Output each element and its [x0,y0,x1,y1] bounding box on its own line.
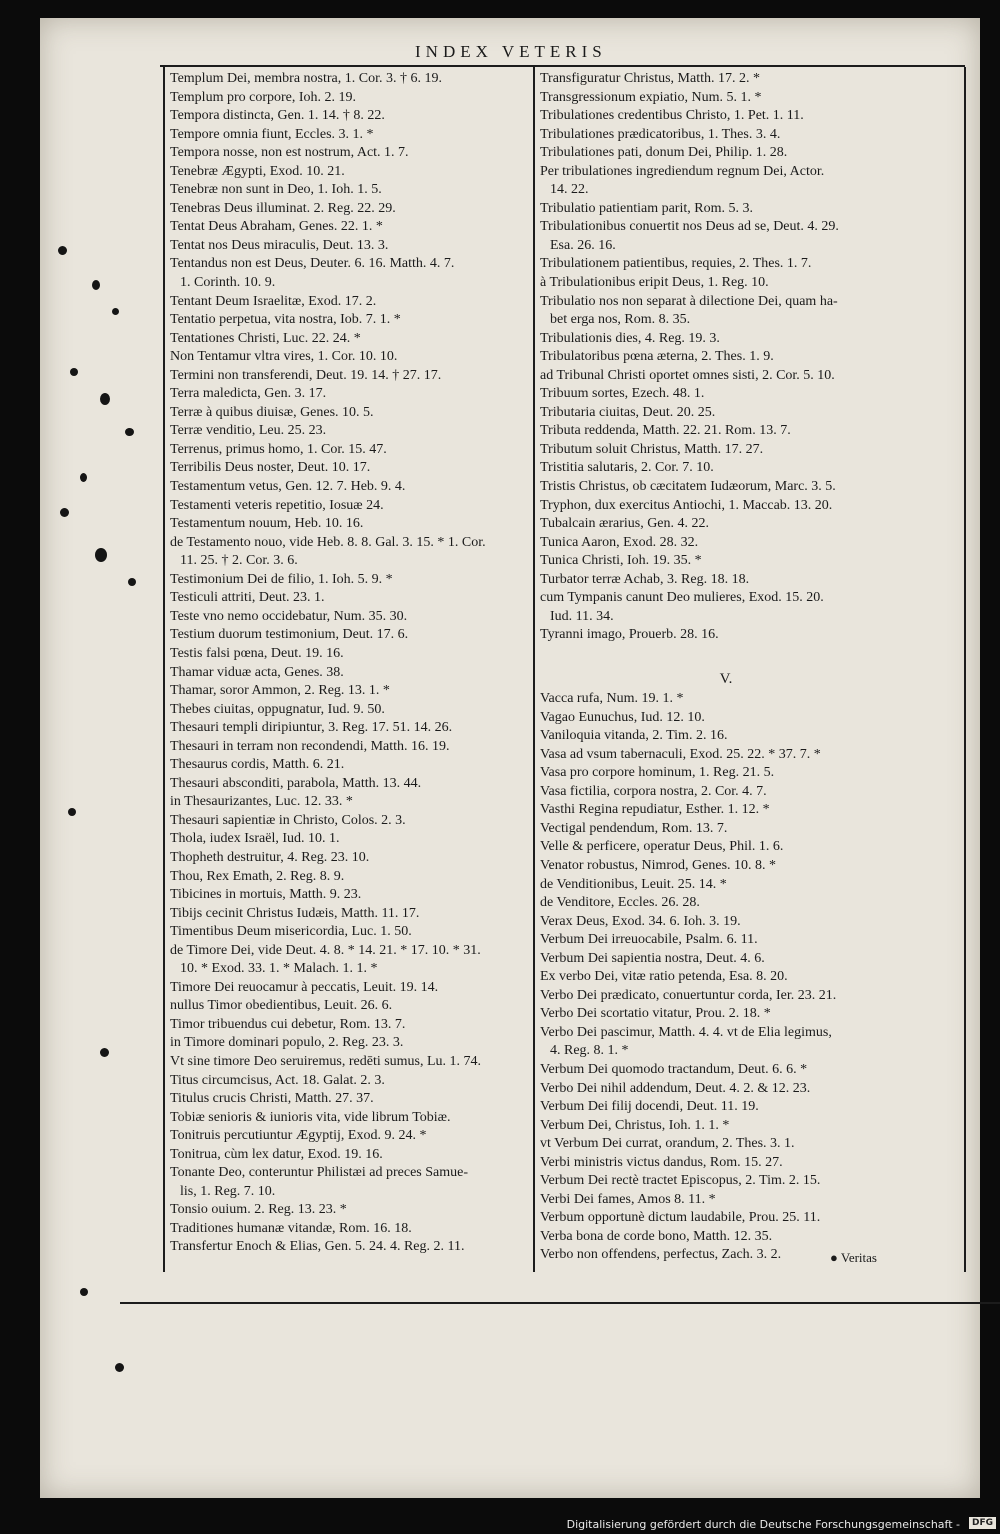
index-entry: de Timore Dei, vide Deut. 4. 8. * 14. 21. * 17. 10. * 31. [170,942,481,958]
index-entry: Verbum Dei rectè tractet Episcopus, 2. Tim. 2. 15. [540,1173,821,1189]
index-entry: Timore Dei reuocamur à peccatis, Leuit. 19. 14. [170,979,439,995]
index-entry: Thesauri absconditi, parabola, Matth. 13. 44. [170,775,422,791]
index-entry: Non Tentamur vltra vires, 1. Cor. 10. 10. [170,349,398,365]
index-entry: Thamar, soror Ammon, 2. Reg. 13. 1. * [170,683,390,699]
index-entry: Verbo Dei scortatio vitatur, Prou. 2. 18. * [540,1006,771,1022]
index-entry: Tribulationis dies, 4. Reg. 19. 3. [540,330,720,346]
index-entry: Transfiguratur Christus, Matth. 17. 2. * [540,71,760,86]
ink-spot-icon [92,280,100,290]
index-entry: Testamenti veteris repetitio, Iosuæ 24. [170,497,384,513]
index-entry: Tempora nosse, non est nostrum, Act. 1. 7. [170,145,409,161]
bottom-rule [120,1302,1000,1304]
index-entry: Vt sine timore Deo seruiremus, redēti sumus, Lu. 1. 74. [170,1053,482,1069]
index-entry: in Thesaurizantes, Luc. 12. 33. * [170,794,353,810]
ink-spot-icon [80,473,87,482]
index-entry: Thesaurus cordis, Matth. 6. 21. [170,757,345,773]
index-entry: Thamar viduæ acta, Genes. 38. [170,664,344,680]
index-entry: Verbum Dei irreuocabile, Psalm. 6. 11. [540,932,758,948]
index-entry: Tryphon, dux exercitus Antiochi, 1. Maccab. 13. 20. [540,497,833,513]
index-entry: Tenebræ non sunt in Deo, 1. Ioh. 1. 5. [170,182,382,198]
index-entry: Testium duorum testimonium, Deut. 17. 6. [170,627,409,643]
index-entry: Testis falsi pœna, Deut. 19. 16. [170,645,344,661]
ink-spot-icon [70,368,78,376]
ink-spot-icon [128,578,136,586]
index-entry: Thopheth destruitur, 4. Reg. 23. 10. [170,849,370,865]
index-entry: Teste vno nemo occidebatur, Num. 35. 30. [170,608,408,624]
index-entry: Terra maledicta, Gen. 3. 17. [170,386,327,402]
catchword-bullet-icon: ● [830,1250,841,1265]
index-entry: Thesauri in terram non recondendi, Matth. 16. 19. [170,738,450,754]
index-entry: ad Tribunal Christi oportet omnes sisti, 2. Cor. 5. 10. [540,367,835,383]
index-entry: Verbo Dei pascimur, Matth. 4. 4. vt de Elia legimus, [540,1024,832,1040]
index-entry: Terrenus, primus homo, 1. Cor. 15. 47. [170,441,387,457]
index-entry: Velle & perficere, operatur Deus, Phil. 1. 6. [540,839,784,855]
index-entry: Templum pro corpore, Ioh. 2. 19. [170,89,357,105]
index-entry: nullus Timor obedientibus, Leuit. 26. 6. [170,998,393,1014]
index-entry: Verbo Dei nihil addendum, Deut. 4. 2. & 12. 23. [540,1080,811,1096]
index-entry: Vasa pro corpore hominum, 1. Reg. 21. 5. [540,765,775,781]
index-entry: in Timore dominari populo, 2. Reg. 23. 3. [170,1035,404,1051]
ink-spot-icon [58,246,67,255]
index-entry: Traditiones humanæ vitandæ, Rom. 16. 18. [170,1220,412,1236]
index-entry: Verbum Dei quomodo tractandum, Deut. 6. 6. * [540,1061,808,1077]
index-entry: Tonsio ouium. 2. Reg. 13. 23. * [170,1202,347,1218]
index-entry: Tribulationibus conuertit nos Deus ad se, Deut. 4. 29. [540,219,839,235]
index-entry: Testamentum vetus, Gen. 12. 7. Heb. 9. 4. [170,479,406,495]
index-column-left [170,70,530,1257]
footer-credit: Digitalisierung gefördert durch die Deutsche Forschungsgemeinschaft - [566,1518,960,1531]
ink-spot-icon [60,508,69,517]
index-entry: Vectigal pendendum, Rom. 13. 7. [540,820,728,836]
index-entry: Per tribulationes ingrediendum regnum Dei, Actor. [540,163,825,179]
index-entry-continuation: lis, 1. Reg. 7. 10. [180,1183,276,1199]
index-entry: Terræ à quibus diuisæ, Genes. 10. 5. [170,404,374,420]
catchword: ● Veritas [830,1250,877,1265]
index-entry: Thesauri sapientiæ in Christo, Colos. 2. 3. [170,812,406,828]
index-entry: Tentatio perpetua, vita nostra, Iob. 7. 1. * [170,312,401,328]
column-divider [533,67,535,1272]
index-entry: Tentationes Christi, Luc. 22. 24. * [170,330,361,346]
index-entry: Transfertur Enoch & Elias, Gen. 5. 24. 4. Reg. 2. 11. [170,1239,465,1255]
index-entry: Termini non transferendi, Deut. 19. 14. † 27. 17. [170,367,442,383]
index-entry: Thebes ciuitas, oppugnatur, Iud. 9. 50. [170,701,385,717]
dfg-logo: DFG [969,1517,996,1529]
index-entry: Tribulatio patientiam parit, Rom. 5. 3. [540,200,753,216]
index-entry: Tentat nos Deus miraculis, Deut. 13. 3. [170,237,389,253]
index-entry: Transgressionum expiatio, Num. 5. 1. * [540,89,762,105]
index-entry: Tribulatoribus pœna æterna, 2. Thes. 1. 9. [540,349,774,365]
index-entry: Thou, Rex Emath, 2. Reg. 8. 9. [170,868,345,884]
index-entry: Verax Deus, Exod. 34. 6. Ioh. 3. 19. [540,913,741,929]
index-entry-continuation: 4. Reg. 8. 1. * [550,1043,629,1059]
index-entry: Verbum opportunè dictum laudabile, Prou. 25. 11. [540,1210,821,1226]
index-entry: Verbi ministris victus dandus, Rom. 15. 27. [540,1154,783,1170]
index-entry-continuation: Esa. 26. 16. [550,237,616,253]
index-entry-continuation: 1. Corinth. 10. 9. [180,275,276,291]
index-entry: Venator robustus, Nimrod, Genes. 10. 8. * [540,857,777,873]
index-entry: de Venditionibus, Leuit. 25. 14. * [540,876,727,892]
index-entry: Tonitruis percutiuntur Ægyptij, Exod. 9. 24. * [170,1128,427,1144]
index-entry: Tentandus non est Deus, Deuter. 6. 16. Matth. 4. 7. [170,256,455,272]
blank-line [540,645,912,664]
index-entry: Vacca rufa, Num. 19. 1. * [540,691,684,707]
ink-spot-icon [112,308,119,315]
ink-spot-icon [115,1363,124,1372]
index-entry: Tribulatio nos non separat à dilectione Dei, quam ha- [540,293,838,309]
ink-spot-icon [95,548,107,562]
index-entry: Tentat Deus Abraham, Genes. 22. 1. * [170,219,383,235]
index-entry: Tunica Aaron, Exod. 28. 32. [540,534,699,550]
index-entry: Verba bona de corde bono, Matth. 12. 35. [540,1228,773,1244]
index-entry: Tonante Deo, conteruntur Philistæi ad preces Samue- [170,1165,468,1181]
ink-spot-icon [68,808,76,816]
digitization-footer [0,1514,1000,1534]
right-rule [964,67,966,1272]
ink-spot-icon [100,393,110,405]
index-entry: Titulus crucis Christi, Matth. 27. 37. [170,1091,374,1107]
index-entry: Tobiæ senioris & iunioris vita, vide librum Tobiæ. [170,1109,451,1125]
index-entry: Vasthi Regina repudiatur, Esther. 1. 12. * [540,802,770,818]
index-entry: Timentibus Deum misericordia, Luc. 1. 50. [170,924,412,940]
index-entry: Vaniloquia vitanda, 2. Tim. 2. 16. [540,728,728,744]
index-entry: Tribulationes credentibus Christo, 1. Pet. 1. 11. [540,108,804,124]
index-entry: Vasa fictilia, corpora nostra, 2. Cor. 4. 7. [540,783,767,799]
index-entry: Verbum Dei sapientia nostra, Deut. 4. 6. [540,950,765,966]
index-entry: Verbo non offendens, perfectus, Zach. 3. 2. [540,1247,782,1263]
index-entry: de Testamento nouo, vide Heb. 8. 8. Gal. 3. 15. * 1. Cor. [170,534,486,550]
index-entry: cum Tympanis canunt Deo mulieres, Exod. 15. 20. [540,590,824,606]
index-entry: Tribuum sortes, Ezech. 48. 1. [540,386,705,402]
index-entry: vt Verbum Dei currat, orandum, 2. Thes. 3. 1. [540,1136,795,1152]
index-entry: Terribilis Deus noster, Deut. 10. 17. [170,460,371,476]
index-entry-continuation: 10. * Exod. 33. 1. * Malach. 1. 1. * [180,961,378,977]
index-entry: Tyranni imago, Prouerb. 28. 16. [540,627,719,643]
index-entry: Tempore omnia fiunt, Eccles. 3. 1. * [170,126,374,142]
index-entry: Turbator terræ Achab, 3. Reg. 18. 18. [540,571,750,587]
top-rule [160,65,965,67]
index-entry: Tributum soluit Christus, Matth. 17. 27. [540,441,764,457]
index-entry: Tibicines in mortuis, Matth. 9. 23. [170,887,362,903]
index-entry: Templum Dei, membra nostra, 1. Cor. 3. † 6. 19. [170,71,442,86]
index-entry-continuation: 11. 25. † 2. Cor. 3. 6. [180,553,298,569]
index-entry: Tonitrua, cùm lex datur, Exod. 19. 16. [170,1146,383,1162]
index-entry: Vasa ad vsum tabernaculi, Exod. 25. 22. * 37. 7. * [540,746,821,762]
index-entry-continuation: bet erga nos, Rom. 8. 35. [550,312,691,328]
index-entry: Verbum Dei, Christus, Ioh. 1. 1. * [540,1117,730,1133]
index-entry: de Venditore, Eccles. 26. 28. [540,895,700,911]
index-entry: Terræ venditio, Leu. 25. 23. [170,423,327,439]
index-entry: Tributa reddenda, Matth. 22. 21. Rom. 13. 7. [540,423,791,439]
book-page [40,18,980,1498]
index-entry: Tunica Christi, Ioh. 19. 35. * [540,553,702,569]
index-entry: Tentant Deum Israelitæ, Exod. 17. 2. [170,293,377,309]
index-entry: Timor tribuendus cui debetur, Rom. 13. 7. [170,1016,406,1032]
index-entry: Vagao Eunuchus, Iud. 12. 10. [540,709,705,725]
index-entry: Tibijs cecinit Christus Iudæis, Matth. 11. 17. [170,905,420,921]
ink-spot-icon [80,1288,88,1296]
index-entry: Verbi Dei fames, Amos 8. 11. * [540,1191,716,1207]
index-entry: Thesauri templi diripiuntur, 3. Reg. 17. 51. 14. 26. [170,720,453,736]
index-entry: Verbo Dei prædicato, conuertuntur corda, Ier. 23. 21. [540,987,837,1003]
index-entry: Verbum Dei filij docendi, Deut. 11. 19. [540,1099,759,1115]
index-entry: Tristis Christus, ob cæcitatem Iudæorum, Marc. 3. 5. [540,479,836,495]
index-entry-continuation: 14. 22. [550,182,589,198]
index-entry: Tribulationes prædicatoribus, 1. Thes. 3. 4. [540,126,781,142]
index-entry: Tubalcain ærarius, Gen. 4. 22. [540,516,710,532]
page-header-title: INDEX VETERIS [415,42,607,61]
index-column-right [540,70,912,1265]
index-entry: à Tribulationibus eripit Deus, 1. Reg. 10. [540,275,769,291]
index-entry: Tenebræ Ægypti, Exod. 10. 21. [170,163,345,179]
index-entry: Testimonium Dei de filio, 1. Ioh. 5. 9. * [170,571,393,587]
index-entry: Tribulationem patientibus, requies, 2. Thes. 1. 7. [540,256,812,272]
index-entry-continuation: Iud. 11. 34. [550,608,614,624]
index-entry: Tribulationes pati, donum Dei, Philip. 1. 28. [540,145,788,161]
ink-spot-icon [125,428,134,436]
left-rule [163,67,165,1272]
section-heading: V. [719,670,733,687]
index-entry: Tristitia salutaris, 2. Cor. 7. 10. [540,460,714,476]
index-entry: Thola, iudex Israël, Iud. 10. 1. [170,831,340,847]
index-entry: Tempora distincta, Gen. 1. 14. † 8. 22. [170,108,385,124]
index-entry: Titus circumcisus, Act. 18. Galat. 2. 3. [170,1072,385,1088]
index-entry: Testiculi attriti, Deut. 23. 1. [170,590,325,606]
ink-spot-icon [100,1048,109,1057]
index-entry: Testamentum nouum, Heb. 10. 16. [170,516,364,532]
index-entry: Ex verbo Dei, vitæ ratio petenda, Esa. 8. 20. [540,969,788,985]
index-entry: Tenebras Deus illuminat. 2. Reg. 22. 29. [170,200,396,216]
index-entry: Tributaria ciuitas, Deut. 20. 25. [540,404,716,420]
